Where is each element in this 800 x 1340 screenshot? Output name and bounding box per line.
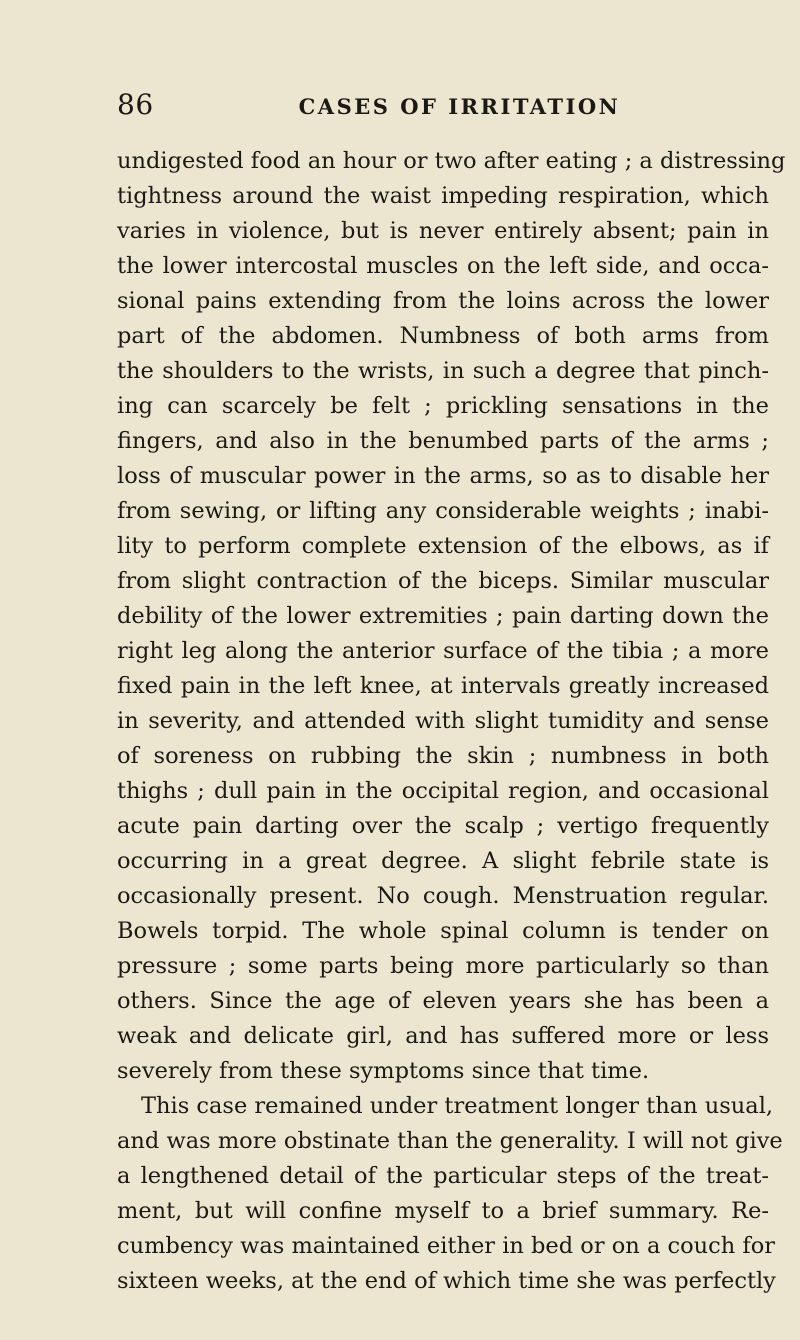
text-line: fingers, and also in the benumbed parts of the arms ;: [117, 428, 769, 454]
text-line: ing can scarcely be felt ; prickling sensations in the: [117, 393, 769, 419]
text-line: of soreness on rubbing the skin ; numbness in both: [117, 743, 769, 769]
text-line: ment, but will confine myself to a brief summary. Re-: [117, 1198, 769, 1224]
page-number: 86: [117, 88, 154, 121]
text-line: pressure ; some parts being more particularly so than: [117, 953, 769, 979]
text-line: cumbency was maintained either in bed or on a couch for: [117, 1233, 776, 1259]
text-line: debility of the lower extremities ; pain darting down the: [117, 603, 769, 629]
text-line: occasionally present. No cough. Menstruation regular.: [117, 883, 769, 909]
text-line: right leg along the anterior surface of the tibia ; a more: [117, 638, 769, 664]
text-line: others. Since the age of eleven years she has been a: [117, 988, 769, 1014]
text-line: from slight contraction of the biceps. Similar muscular: [117, 568, 769, 594]
text-line: tightness around the waist impeding respiration, which: [117, 183, 769, 209]
text-line: fixed pain in the left knee, at intervals greatly increased: [117, 673, 769, 699]
text-line: acute pain darting over the scalp ; vertigo frequently: [117, 813, 769, 839]
text-line: thighs ; dull pain in the occipital region, and occasional: [117, 778, 769, 804]
text-line: severely from these symptoms since that time.: [117, 1058, 650, 1084]
text-line: Bowels torpid. The whole spinal column is tender on: [117, 918, 769, 944]
running-title: CASES OF IRRITATION: [298, 94, 621, 119]
text-line: and was more obstinate than the generality. I will not give: [117, 1128, 783, 1154]
text-line-paragraph-start: This case remained under treatment longer than usual,: [141, 1093, 774, 1119]
text-line: varies in violence, but is never entirely absent; pain in: [117, 218, 769, 244]
text-line: weak and delicate girl, and has suffered more or less: [117, 1023, 769, 1049]
text-line: undigested food an hour or two after eating ; a distressing: [117, 148, 786, 174]
text-line: the lower intercostal muscles on the left side, and occa-: [117, 253, 769, 279]
text-line: a lengthened detail of the particular steps of the treat-: [117, 1163, 769, 1189]
text-line: part of the abdomen. Numbness of both arms from: [117, 323, 769, 349]
body-text: [117, 144, 786, 1299]
text-line: lity to perform complete extension of the elbows, as if: [117, 533, 769, 559]
text-line: from sewing, or lifting any considerable weights ; inabi-: [117, 498, 769, 524]
text-line: occurring in a great degree. A slight febrile state is: [117, 848, 769, 874]
text-line: sixteen weeks, at the end of which time she was perfectly: [117, 1268, 776, 1294]
text-line: sional pains extending from the loins across the lower: [117, 288, 769, 314]
page-header: [117, 88, 772, 128]
text-line: loss of muscular power in the arms, so as to disable her: [117, 463, 769, 489]
text-line: the shoulders to the wrists, in such a degree that pinch-: [117, 358, 769, 384]
text-line: in severity, and attended with slight tumidity and sense: [117, 708, 769, 734]
